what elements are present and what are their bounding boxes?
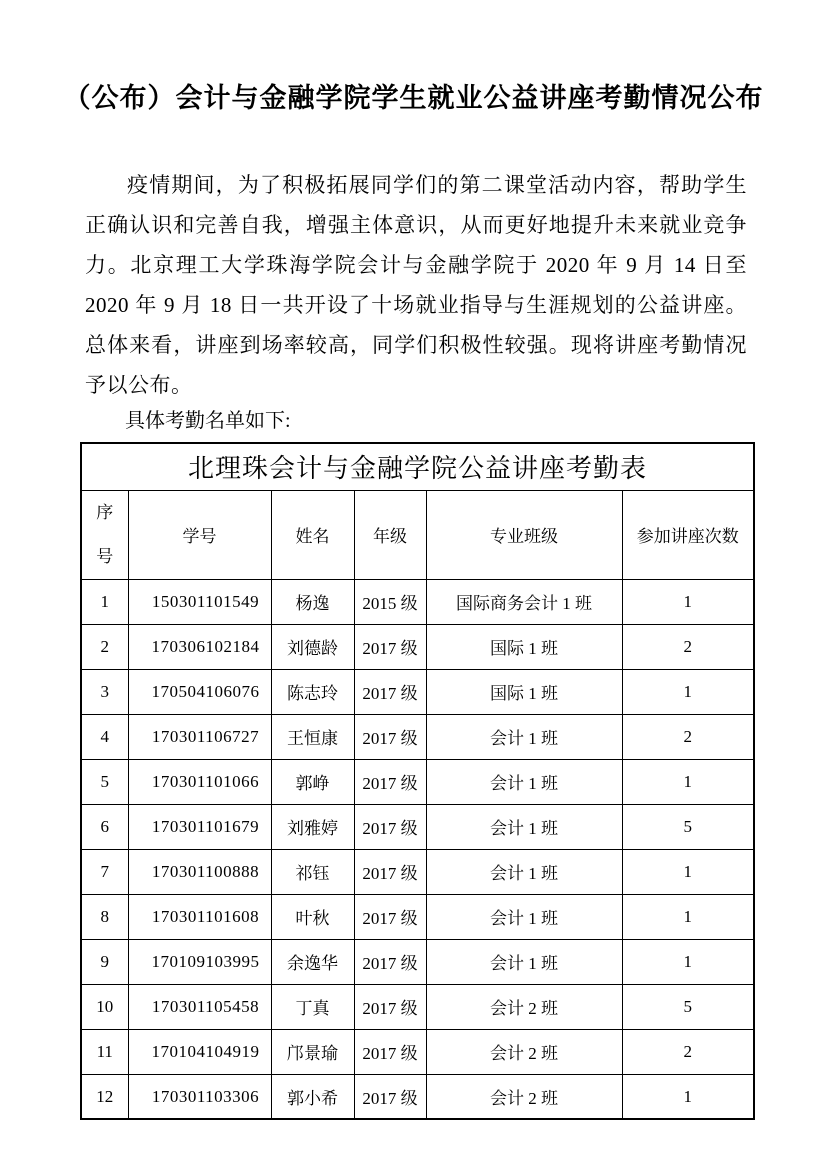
cell-lecture-count: 2 xyxy=(622,714,754,759)
cell-lecture-count: 1 xyxy=(622,939,754,984)
cell-name: 丁真 xyxy=(271,984,354,1029)
cell-class: 会计 1 班 xyxy=(426,849,622,894)
col-header-student-id: 学号 xyxy=(128,490,271,579)
cell-class: 会计 1 班 xyxy=(426,894,622,939)
table-row xyxy=(81,714,754,759)
cell-index: 4 xyxy=(81,714,128,759)
col-header-class: 专业班级 xyxy=(426,490,622,579)
cell-grade: 2017 级 xyxy=(354,804,426,849)
cell-name: 陈志玲 xyxy=(271,669,354,714)
cell-class: 会计 1 班 xyxy=(426,759,622,804)
cell-student-id: 170504106076 xyxy=(128,669,271,714)
table-row xyxy=(81,579,754,624)
cell-grade: 2017 级 xyxy=(354,939,426,984)
table-row xyxy=(81,759,754,804)
table-row xyxy=(81,939,754,984)
cell-student-id: 150301101549 xyxy=(128,579,271,624)
cell-class: 国际商务会计 1 班 xyxy=(426,579,622,624)
cell-class: 国际 1 班 xyxy=(426,624,622,669)
cell-class: 会计 1 班 xyxy=(426,939,622,984)
cell-name: 余逸华 xyxy=(271,939,354,984)
cell-name: 王恒康 xyxy=(271,714,354,759)
cell-student-id: 170306102184 xyxy=(128,624,271,669)
table-row xyxy=(81,849,754,894)
cell-student-id: 170301103306 xyxy=(128,1074,271,1119)
cell-student-id: 170109103995 xyxy=(128,939,271,984)
cell-grade: 2017 级 xyxy=(354,849,426,894)
cell-index: 3 xyxy=(81,669,128,714)
table-row xyxy=(81,1074,754,1119)
cell-lecture-count: 1 xyxy=(622,759,754,804)
cell-class: 国际 1 班 xyxy=(426,669,622,714)
cell-grade: 2017 级 xyxy=(354,669,426,714)
cell-index: 9 xyxy=(81,939,128,984)
table-title-row xyxy=(81,443,754,490)
table-title: 北理珠会计与金融学院公益讲座考勤表 xyxy=(81,443,754,490)
table-header-row xyxy=(81,490,754,579)
table-row xyxy=(81,1029,754,1074)
cell-name: 刘德龄 xyxy=(271,624,354,669)
cell-student-id: 170301101066 xyxy=(128,759,271,804)
cell-grade: 2017 级 xyxy=(354,984,426,1029)
cell-class: 会计 2 班 xyxy=(426,1074,622,1119)
cell-name: 邝景瑜 xyxy=(271,1029,354,1074)
cell-name: 杨逸 xyxy=(271,579,354,624)
cell-student-id: 170301101608 xyxy=(128,894,271,939)
intro-paragraph: 疫情期间，为了积极拓展同学们的第二课堂活动内容，帮助学生正确认识和完善自我，增强主体意识，从而更好地提升未来就业竞争力。北京理工大学珠海学院会计与金融学院于 2020 年 9 月 14 日至 2020 年 9 月 18 日一共开设了十场就业指导与生涯规划的公益讲座。总体来看，讲座到场率较高，同学们积极性较强。现将讲座考勤情况予以公布。 xyxy=(85,173,747,397)
cell-class: 会计 1 班 xyxy=(426,714,622,759)
cell-index: 12 xyxy=(81,1074,128,1119)
cell-lecture-count: 2 xyxy=(622,1029,754,1074)
cell-class: 会计 2 班 xyxy=(426,984,622,1029)
cell-grade: 2017 级 xyxy=(354,759,426,804)
cell-index: 10 xyxy=(81,984,128,1029)
cell-lecture-count: 1 xyxy=(622,1074,754,1119)
table-row xyxy=(81,894,754,939)
cell-grade: 2017 级 xyxy=(354,894,426,939)
cell-lecture-count: 1 xyxy=(622,894,754,939)
cell-index: 8 xyxy=(81,894,128,939)
cell-grade: 2017 级 xyxy=(354,1029,426,1074)
cell-class: 会计 2 班 xyxy=(426,1029,622,1074)
col-header-grade: 年级 xyxy=(354,490,426,579)
cell-lecture-count: 1 xyxy=(622,849,754,894)
cell-lecture-count: 1 xyxy=(622,669,754,714)
cell-student-id: 170301106727 xyxy=(128,714,271,759)
table-row xyxy=(81,669,754,714)
list-intro: 具体考勤名单如下: xyxy=(125,410,291,432)
table-row xyxy=(81,804,754,849)
cell-index: 2 xyxy=(81,624,128,669)
cell-class: 会计 1 班 xyxy=(426,804,622,849)
table-row xyxy=(81,624,754,669)
cell-name: 叶秋 xyxy=(271,894,354,939)
cell-student-id: 170301101679 xyxy=(128,804,271,849)
cell-lecture-count: 1 xyxy=(622,579,754,624)
cell-student-id: 170104104919 xyxy=(128,1029,271,1074)
cell-grade: 2015 级 xyxy=(354,579,426,624)
cell-index: 7 xyxy=(81,849,128,894)
col-header-name: 姓名 xyxy=(271,490,354,579)
cell-grade: 2017 级 xyxy=(354,714,426,759)
cell-name: 郭小希 xyxy=(271,1074,354,1119)
cell-student-id: 170301100888 xyxy=(128,849,271,894)
cell-index: 11 xyxy=(81,1029,128,1074)
cell-name: 刘雅婷 xyxy=(271,804,354,849)
table-row xyxy=(81,984,754,1029)
col-header-lecture-count: 参加讲座次数 xyxy=(622,490,754,579)
cell-grade: 2017 级 xyxy=(354,1074,426,1119)
cell-grade: 2017 级 xyxy=(354,624,426,669)
cell-lecture-count: 2 xyxy=(622,624,754,669)
cell-student-id: 170301105458 xyxy=(128,984,271,1029)
col-header-index-label: 序号 xyxy=(96,502,114,566)
cell-name: 郭峥 xyxy=(271,759,354,804)
cell-index: 6 xyxy=(81,804,128,849)
document-title: （公布）会计与金融学院学生就业公益讲座考勤情况公布 xyxy=(63,83,764,113)
col-header-index xyxy=(81,490,128,579)
cell-index: 1 xyxy=(81,579,128,624)
cell-index: 5 xyxy=(81,759,128,804)
cell-lecture-count: 5 xyxy=(622,804,754,849)
cell-lecture-count: 5 xyxy=(622,984,754,1029)
attendance-table xyxy=(80,442,755,1120)
cell-name: 祁钰 xyxy=(271,849,354,894)
